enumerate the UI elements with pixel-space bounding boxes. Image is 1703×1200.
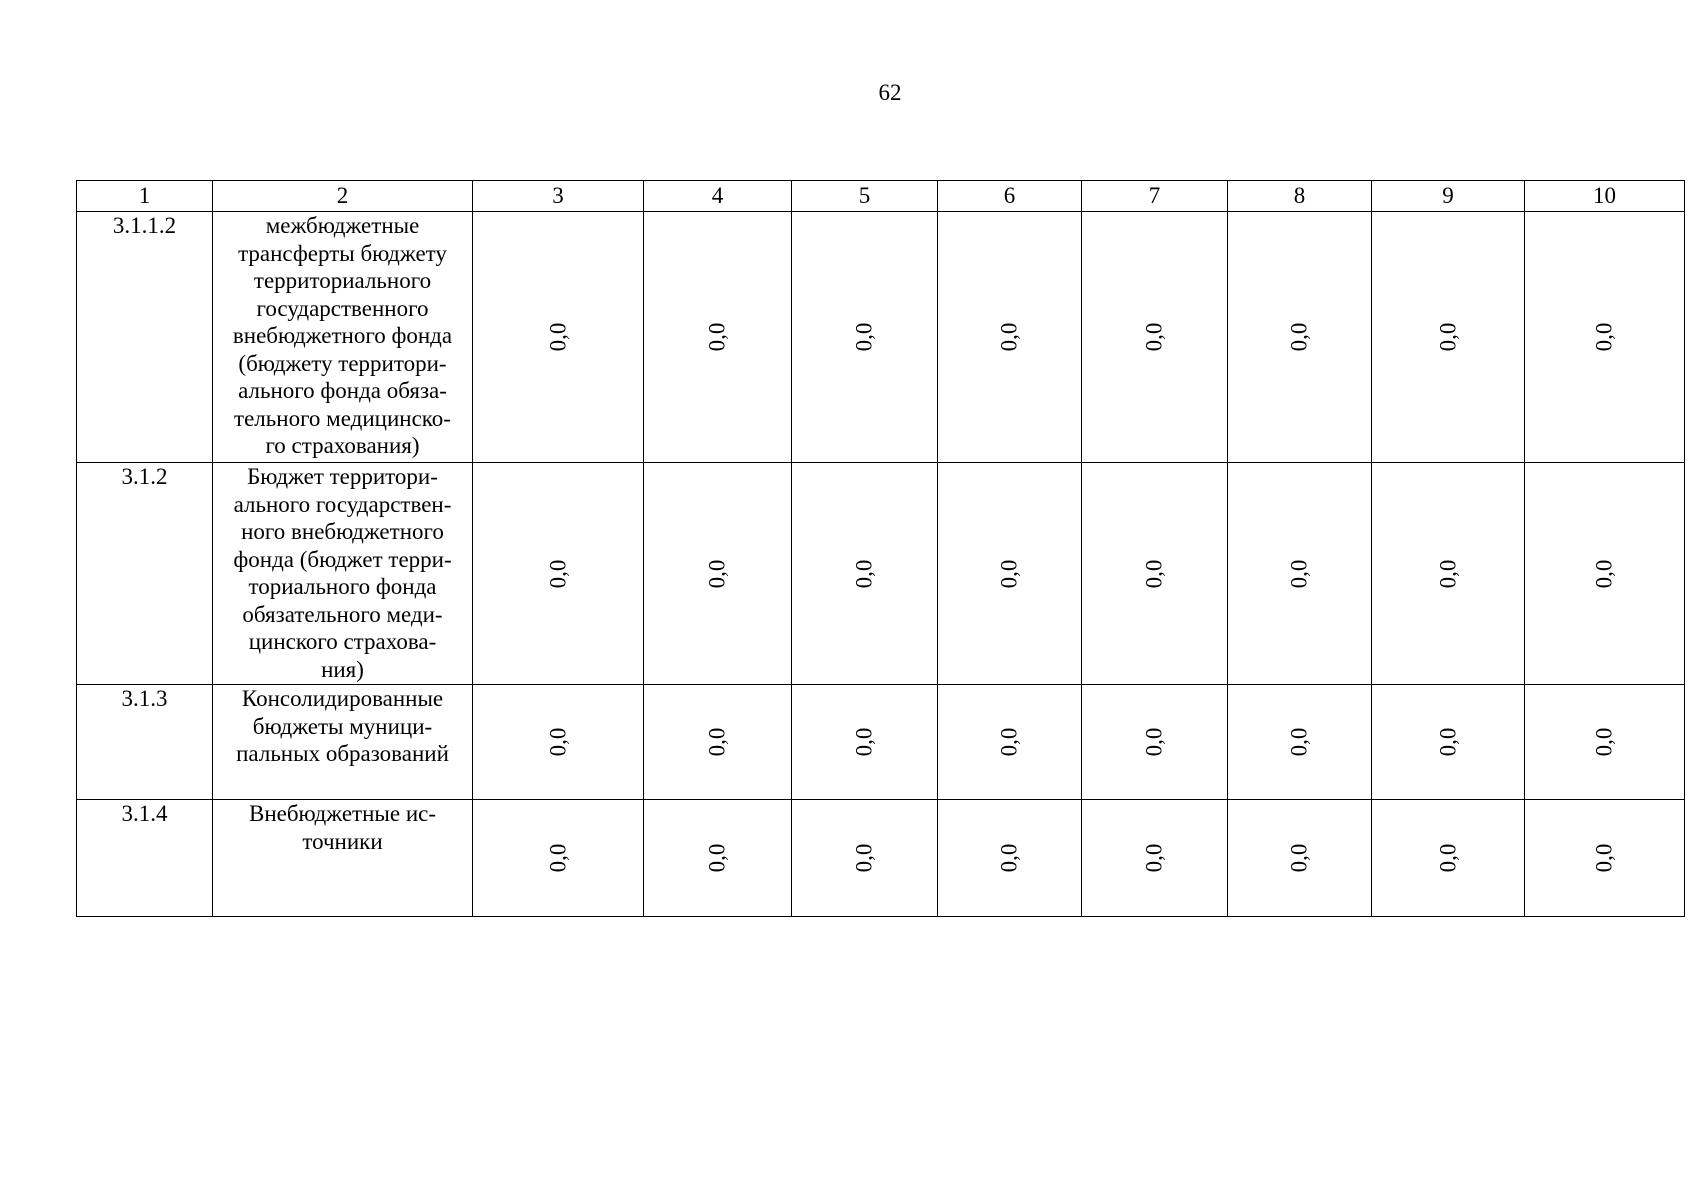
name-line: фонда (бюджет терри- [233, 546, 452, 572]
value-cell-col6: 0,0 [938, 212, 1082, 463]
name-line: ния) [321, 656, 364, 682]
name-line: межбюджетные [265, 213, 420, 238]
row-code: 3.1.4 [77, 800, 213, 917]
value-cell-col9: 0,0 [1372, 212, 1525, 463]
row-name [213, 685, 473, 800]
header-cell-1: 1 [77, 181, 213, 212]
value-cell-col4: 0,0 [644, 212, 792, 463]
value-cell-col9: 0,0 [1372, 685, 1525, 800]
name-line: Внебюджетные ис- [248, 801, 437, 826]
name-line: внебюджетного фонда [232, 323, 453, 348]
header-cell-9: 9 [1372, 181, 1525, 212]
value-cell-col5: 0,0 [792, 463, 938, 685]
value-cell-col5: 0,0 [792, 212, 938, 463]
value-cell-col4: 0,0 [644, 800, 792, 917]
value-cell-col4: 0,0 [644, 463, 792, 685]
value-cell-col8: 0,0 [1228, 212, 1372, 463]
name-line: ального государствен- [233, 491, 452, 517]
header-cell-4: 4 [644, 181, 792, 212]
value-cell-col9: 0,0 [1372, 800, 1525, 917]
name-line: цинского страхова- [248, 629, 437, 654]
header-cell-7: 7 [1082, 181, 1228, 212]
value-cell-col7: 0,0 [1082, 463, 1228, 685]
header-cell-10: 10 [1525, 181, 1685, 212]
value-cell-col6: 0,0 [938, 800, 1082, 917]
value-cell-col8: 0,0 [1228, 463, 1372, 685]
name-line: тельного медицинско- [234, 405, 451, 431]
value-cell-col4: 0,0 [644, 685, 792, 800]
value-cell-col3: 0,0 [473, 685, 644, 800]
header-row [77, 181, 1685, 212]
row-name [213, 463, 473, 685]
name-line: Консолидированные [241, 686, 444, 711]
value-cell-col7: 0,0 [1082, 800, 1228, 917]
value-cell-col10: 0,0 [1525, 685, 1685, 800]
row-name [213, 800, 473, 917]
row-name [213, 212, 473, 463]
name-line: трансферты бюджету [238, 240, 447, 266]
name-line: ториального фонда [248, 574, 437, 599]
value-cell-col10: 0,0 [1525, 212, 1685, 463]
value-cell-col3: 0,0 [473, 800, 644, 917]
value-cell-col8: 0,0 [1228, 800, 1372, 917]
page-number: 62 [878, 80, 902, 105]
row-code: 3.1.2 [77, 463, 213, 685]
row-code: 3.1.1.2 [77, 212, 213, 463]
name-line: территориального [253, 268, 432, 293]
name-line: государственного [256, 295, 429, 321]
value-cell-col3: 0,0 [473, 212, 644, 463]
value-cell-col7: 0,0 [1082, 685, 1228, 800]
value-cell-col10: 0,0 [1525, 800, 1685, 917]
name-line: точники [302, 828, 383, 854]
table-row [77, 212, 1685, 463]
row-code: 3.1.3 [77, 685, 213, 800]
header-cell-5: 5 [792, 181, 938, 212]
table-row [77, 685, 1685, 800]
value-cell-col5: 0,0 [792, 800, 938, 917]
value-cell-col7: 0,0 [1082, 212, 1228, 463]
value-cell-col6: 0,0 [938, 463, 1082, 685]
name-line: обязательного меди- [242, 601, 443, 627]
name-line: пальных образований [236, 741, 449, 766]
name-line: Бюджет территори- [247, 464, 438, 489]
value-cell-col10: 0,0 [1525, 463, 1685, 685]
name-line: го страхования) [265, 433, 420, 458]
budget-table [76, 180, 1685, 917]
name-line: бюджеты муници- [252, 713, 433, 739]
name-line: ального фонда обяза- [238, 378, 447, 403]
name-line: ного внебюджетного [241, 519, 444, 544]
header-cell-3: 3 [473, 181, 644, 212]
table-row [77, 463, 1685, 685]
header-cell-2: 2 [213, 181, 473, 212]
table-row [77, 800, 1685, 917]
value-cell-col3: 0,0 [473, 463, 644, 685]
value-cell-col6: 0,0 [938, 685, 1082, 800]
header-cell-6: 6 [938, 181, 1082, 212]
name-line: (бюджету территори- [238, 350, 447, 376]
value-cell-col8: 0,0 [1228, 685, 1372, 800]
header-cell-8: 8 [1228, 181, 1372, 212]
value-cell-col9: 0,0 [1372, 463, 1525, 685]
value-cell-col5: 0,0 [792, 685, 938, 800]
